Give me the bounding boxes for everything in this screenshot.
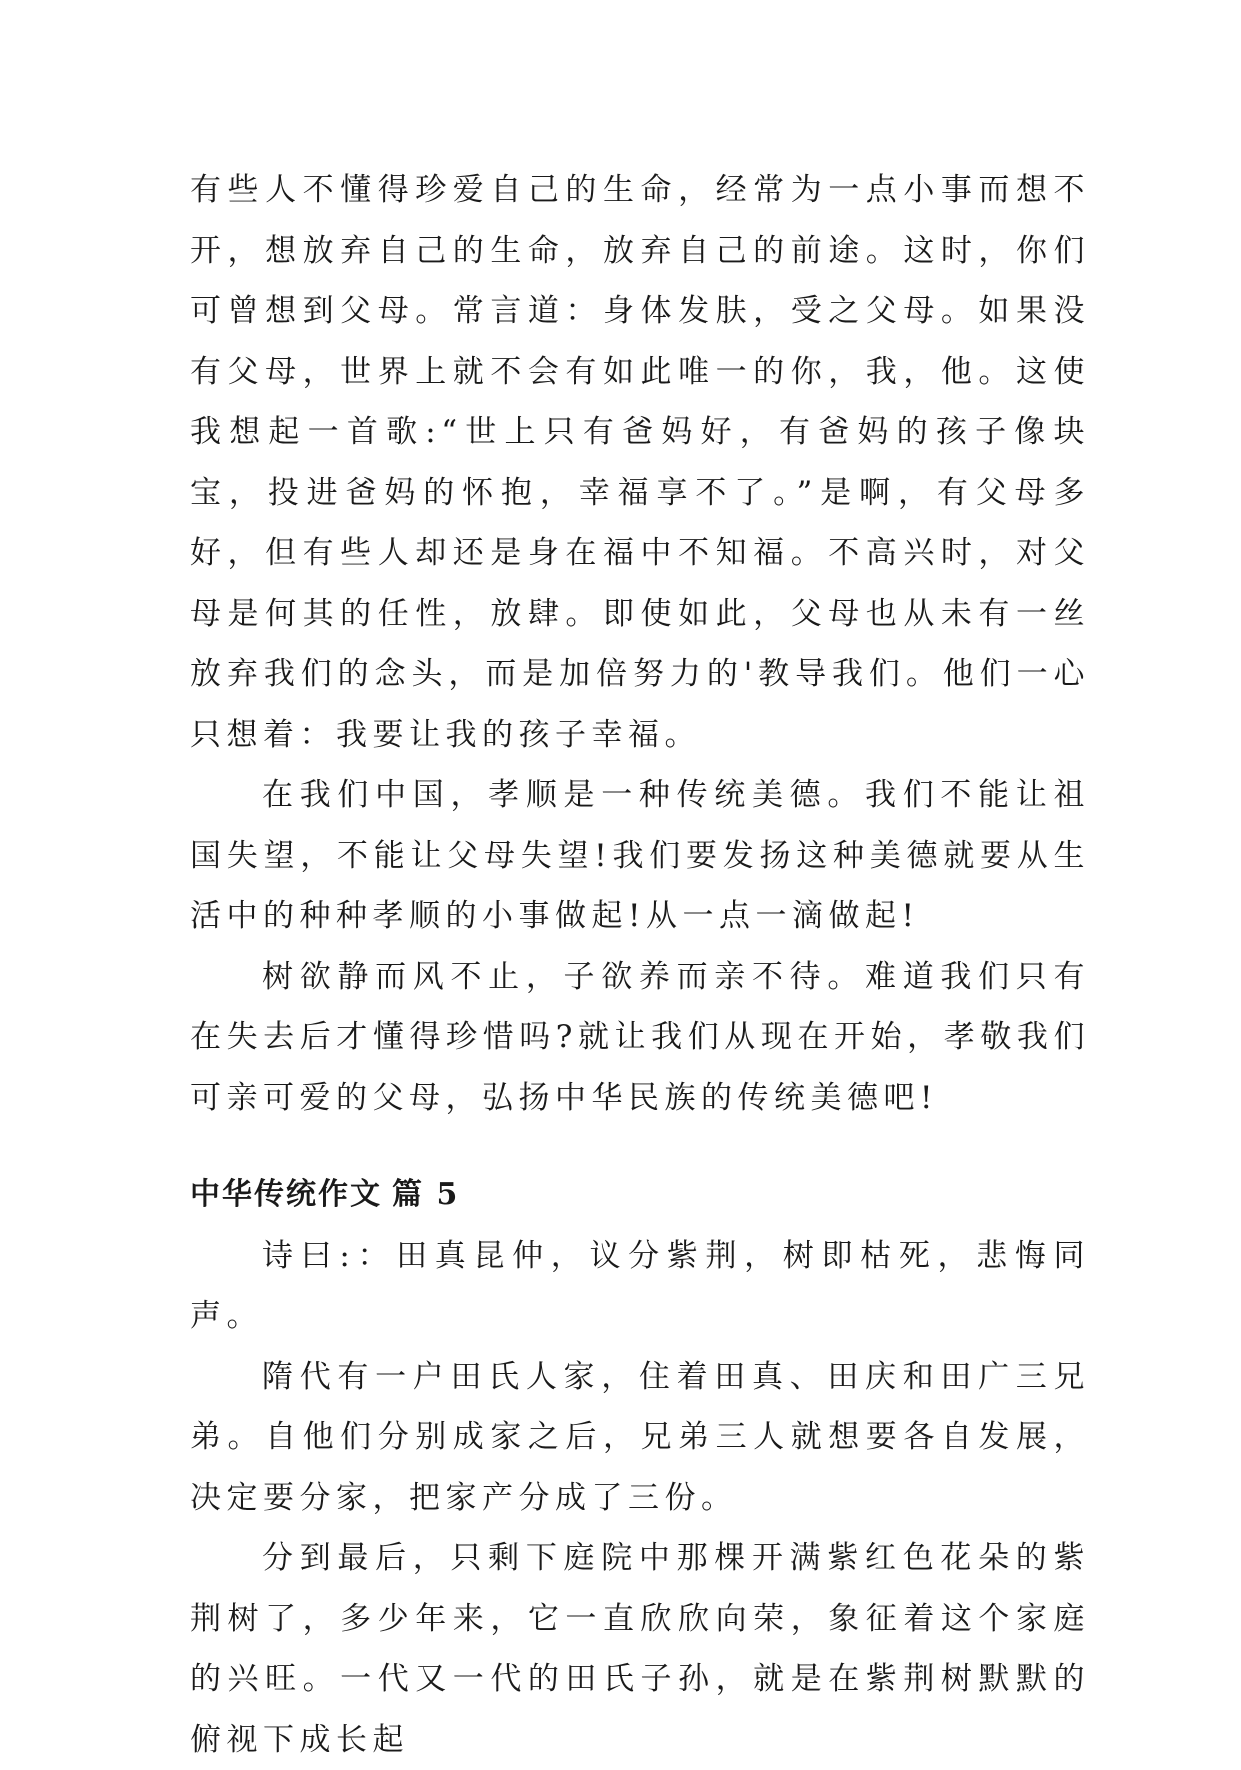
paragraph-cherish-parents: 树欲静而风不止，子欲养而亲不待。难道我们只有在失去后才懂得珍惜吗?就让我们从现在开始，孝敬我们可亲可爱的父母，弘扬中华民族的传统美德吧! xyxy=(190,958,1090,1116)
paragraph-tian-family: 隋代有一户田氏人家，住着田真、田庆和田广三兄弟。自他们分别成家之后，兄弟三人就想要各自发展，决定要分家，把家产分成了三份。 xyxy=(190,1358,1090,1516)
paragraph-poem: 诗曰:：田真昆仲，议分紫荆，树即枯死，悲悔同声。 xyxy=(190,1237,1090,1334)
paragraph-parents-life: 有些人不懂得珍爱自己的生命，经常为一点小事而想不开，想放弃自己的生命，放弃自己的前途。这时，你们可曾想到父母。常言道：身体发肤，受之父母。如果没有父母，世界上就不会有如此唯一的你，我，他。这使我想起一首歌:“世上只有爸妈好，有爸妈的孩子像块宝，投进爸妈的怀抱，幸福享不了。”是啊，有父母多好，但有些人却还是身在福中不知福。不高兴时，对父母是何其的任性，放肆。即使如此，父母也从未有一丝放弃我们的念头，而是加倍努力的'教导我们。他们一心只想着：我要让我的孩子幸福。 xyxy=(190,172,1090,753)
section-heading-title: 中华传统作文 xyxy=(190,1177,382,1212)
document-body xyxy=(190,160,1090,1770)
section-heading xyxy=(190,1128,1090,1226)
paragraph-filial-virtue: 在我们中国，孝顺是一种传统美德。我们不能让祖国失望，不能让父母失望!我们要发扬这种美德就要从生活中的种种孝顺的小事做起!从一点一滴做起! xyxy=(190,777,1090,934)
paragraph-redbud-tree: 分到最后，只剩下庭院中那棵开满紫红色花朵的紫荆树了，多少年来，它一直欣欣向荣，象征着这个家庭的兴旺。一代又一代的田氏子孙，就是在紫荆树默默的俯视下成长起 xyxy=(190,1540,1090,1758)
section-heading-number: 篇 5 xyxy=(392,1177,460,1212)
